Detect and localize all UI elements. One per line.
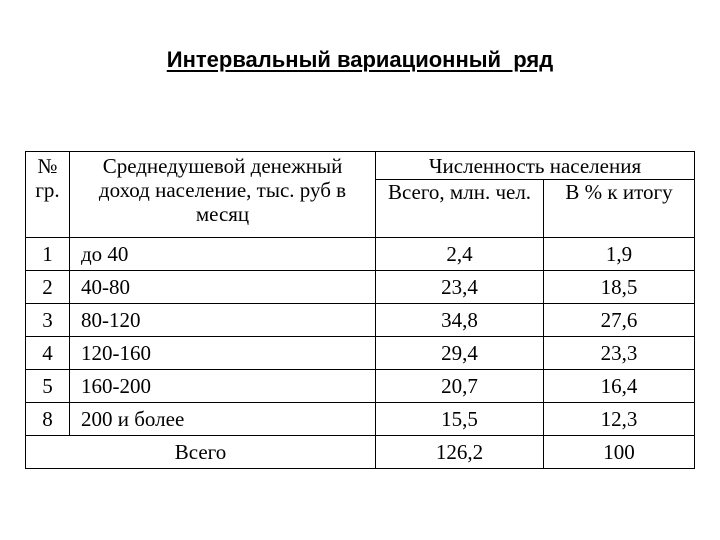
header-income bbox=[70, 152, 376, 238]
table-footer-row bbox=[26, 436, 695, 469]
cell-percent: 27,6 bbox=[544, 304, 695, 337]
table-row bbox=[26, 337, 695, 370]
header-income-line3: месяц bbox=[195, 202, 250, 226]
cell-total: 29,4 bbox=[376, 337, 544, 370]
header-group-number bbox=[26, 152, 70, 238]
cell-percent: 1,9 bbox=[544, 238, 695, 271]
table-body bbox=[26, 238, 695, 436]
cell-group-number: 1 bbox=[26, 238, 70, 271]
header-income-line2: доход население, тыс. руб в bbox=[98, 178, 347, 202]
cell-group-number: 2 bbox=[26, 271, 70, 304]
cell-percent: 23,3 bbox=[544, 337, 695, 370]
footer-total: 126,2 bbox=[376, 436, 544, 469]
cell-percent: 16,4 bbox=[544, 370, 695, 403]
cell-group-number: 8 bbox=[26, 403, 70, 436]
table-header-row bbox=[26, 152, 695, 180]
header-percent: В % к итогу bbox=[544, 180, 695, 238]
cell-percent: 12,3 bbox=[544, 403, 695, 436]
cell-total: 15,5 bbox=[376, 403, 544, 436]
header-population: Численность населения bbox=[376, 152, 695, 180]
header-income-line1: Среднедушевой денежный bbox=[102, 154, 343, 178]
header-num-line2: гр. bbox=[35, 178, 60, 202]
cell-income: 80-120 bbox=[70, 304, 376, 337]
cell-total: 34,8 bbox=[376, 304, 544, 337]
cell-group-number: 3 bbox=[26, 304, 70, 337]
cell-group-number: 5 bbox=[26, 370, 70, 403]
table-row bbox=[26, 370, 695, 403]
table-row bbox=[26, 403, 695, 436]
cell-income: до 40 bbox=[70, 238, 376, 271]
cell-income: 200 и более bbox=[70, 403, 376, 436]
cell-income: 120-160 bbox=[70, 337, 376, 370]
cell-income: 160-200 bbox=[70, 370, 376, 403]
cell-total: 2,4 bbox=[376, 238, 544, 271]
footer-percent: 100 bbox=[544, 436, 695, 469]
cell-group-number: 4 bbox=[26, 337, 70, 370]
header-total: Всего, млн. чел. bbox=[376, 180, 544, 238]
cell-income: 40-80 bbox=[70, 271, 376, 304]
footer-label: Всего bbox=[26, 436, 376, 469]
cell-percent: 18,5 bbox=[544, 271, 695, 304]
cell-total: 20,7 bbox=[376, 370, 544, 403]
page-title: Интервальный вариационный ряд bbox=[166, 47, 554, 72]
table-row bbox=[26, 271, 695, 304]
table-row bbox=[26, 238, 695, 271]
header-num-line1: № bbox=[37, 154, 58, 178]
table-row bbox=[26, 304, 695, 337]
cell-total: 23,4 bbox=[376, 271, 544, 304]
variation-series-table bbox=[25, 151, 695, 469]
